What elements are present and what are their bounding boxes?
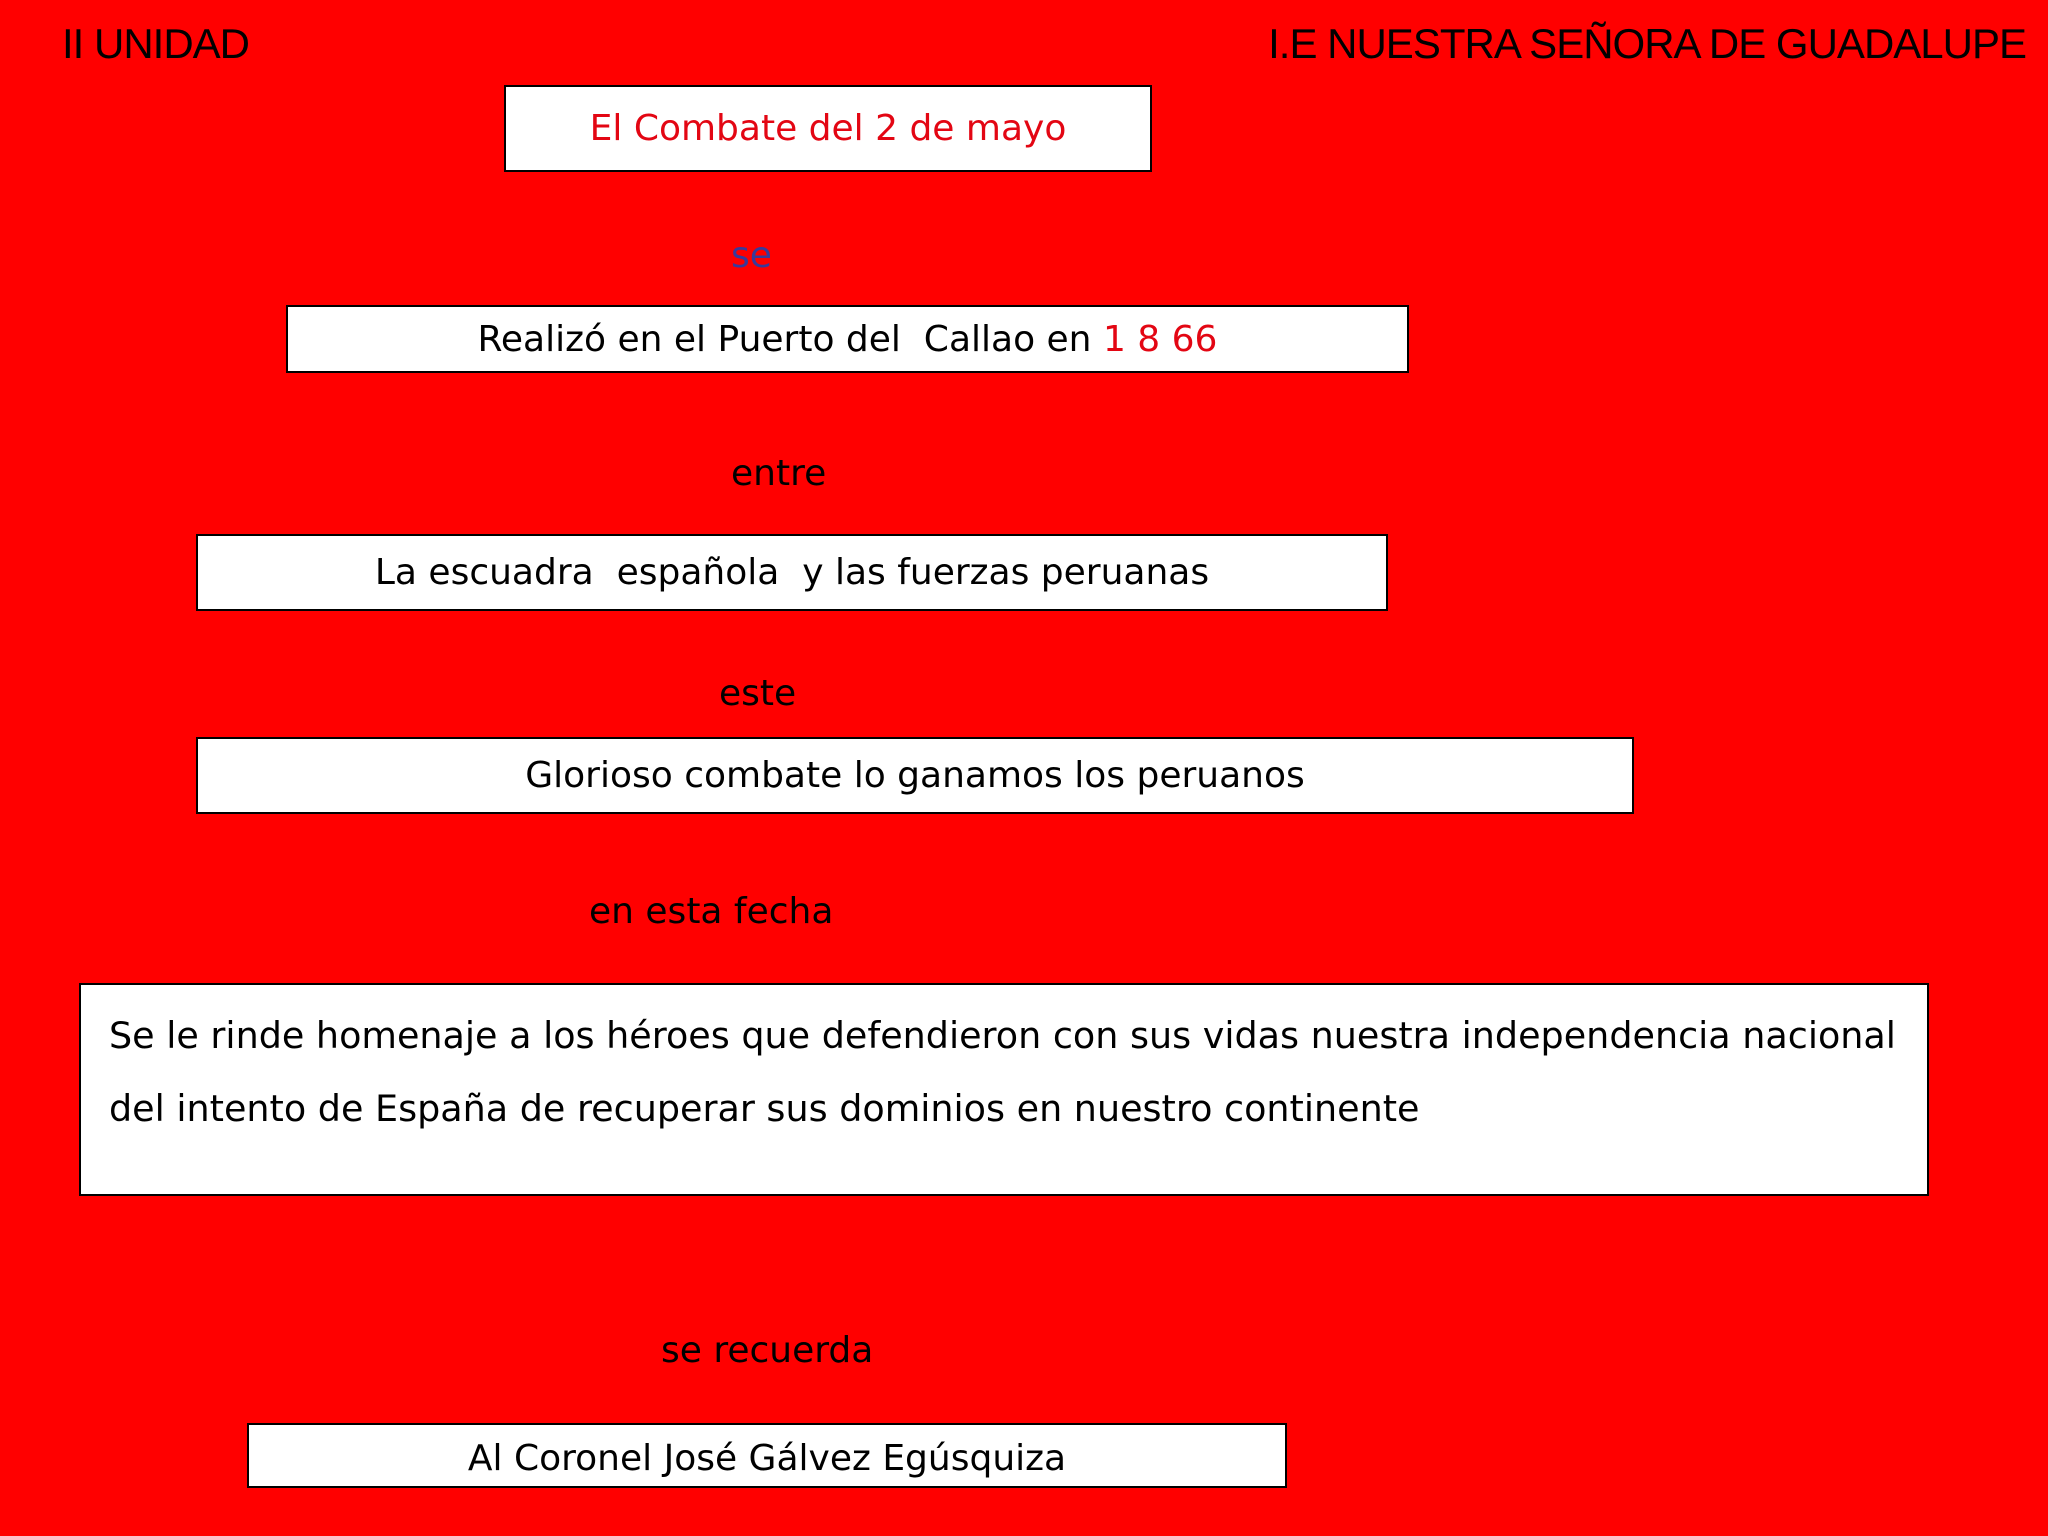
- diagram-title: El Combate del 2 de mayo: [589, 108, 1067, 149]
- place-year: 1 8 66: [1102, 318, 1218, 360]
- unit-label: II UNIDAD: [62, 20, 250, 67]
- connector-este: este: [719, 673, 797, 714]
- connector-se-recuerda: se recuerda: [661, 1330, 874, 1371]
- tribute-text: Se le rinde homenaje a los héroes que defendieron con sus vidas nuestra independencia nacional del intento de España de recuperar sus dominios en nuestro continente: [109, 1014, 1896, 1130]
- result-text: Glorioso combate lo ganamos los peruanos: [525, 755, 1305, 796]
- sides-box: [196, 534, 1388, 611]
- title-box: [504, 85, 1152, 172]
- place-text: Realizó en el Puerto del Callao en: [477, 318, 1103, 360]
- hero-text: Al Coronel José Gálvez Egúsquiza: [467, 1438, 1067, 1479]
- place-box: [286, 305, 1409, 373]
- connector-entre: entre: [731, 453, 827, 494]
- result-box: [196, 737, 1634, 814]
- connector-en-esta-fecha: en esta fecha: [589, 891, 834, 932]
- school-name: I.E NUESTRA SEÑORA DE GUADALUPE: [1268, 20, 2026, 67]
- tribute-box: [79, 983, 1929, 1196]
- hero-box: [247, 1423, 1287, 1488]
- sides-text: La escuadra española y las fuerzas peruanas: [374, 552, 1210, 593]
- connector-se: se: [731, 235, 772, 276]
